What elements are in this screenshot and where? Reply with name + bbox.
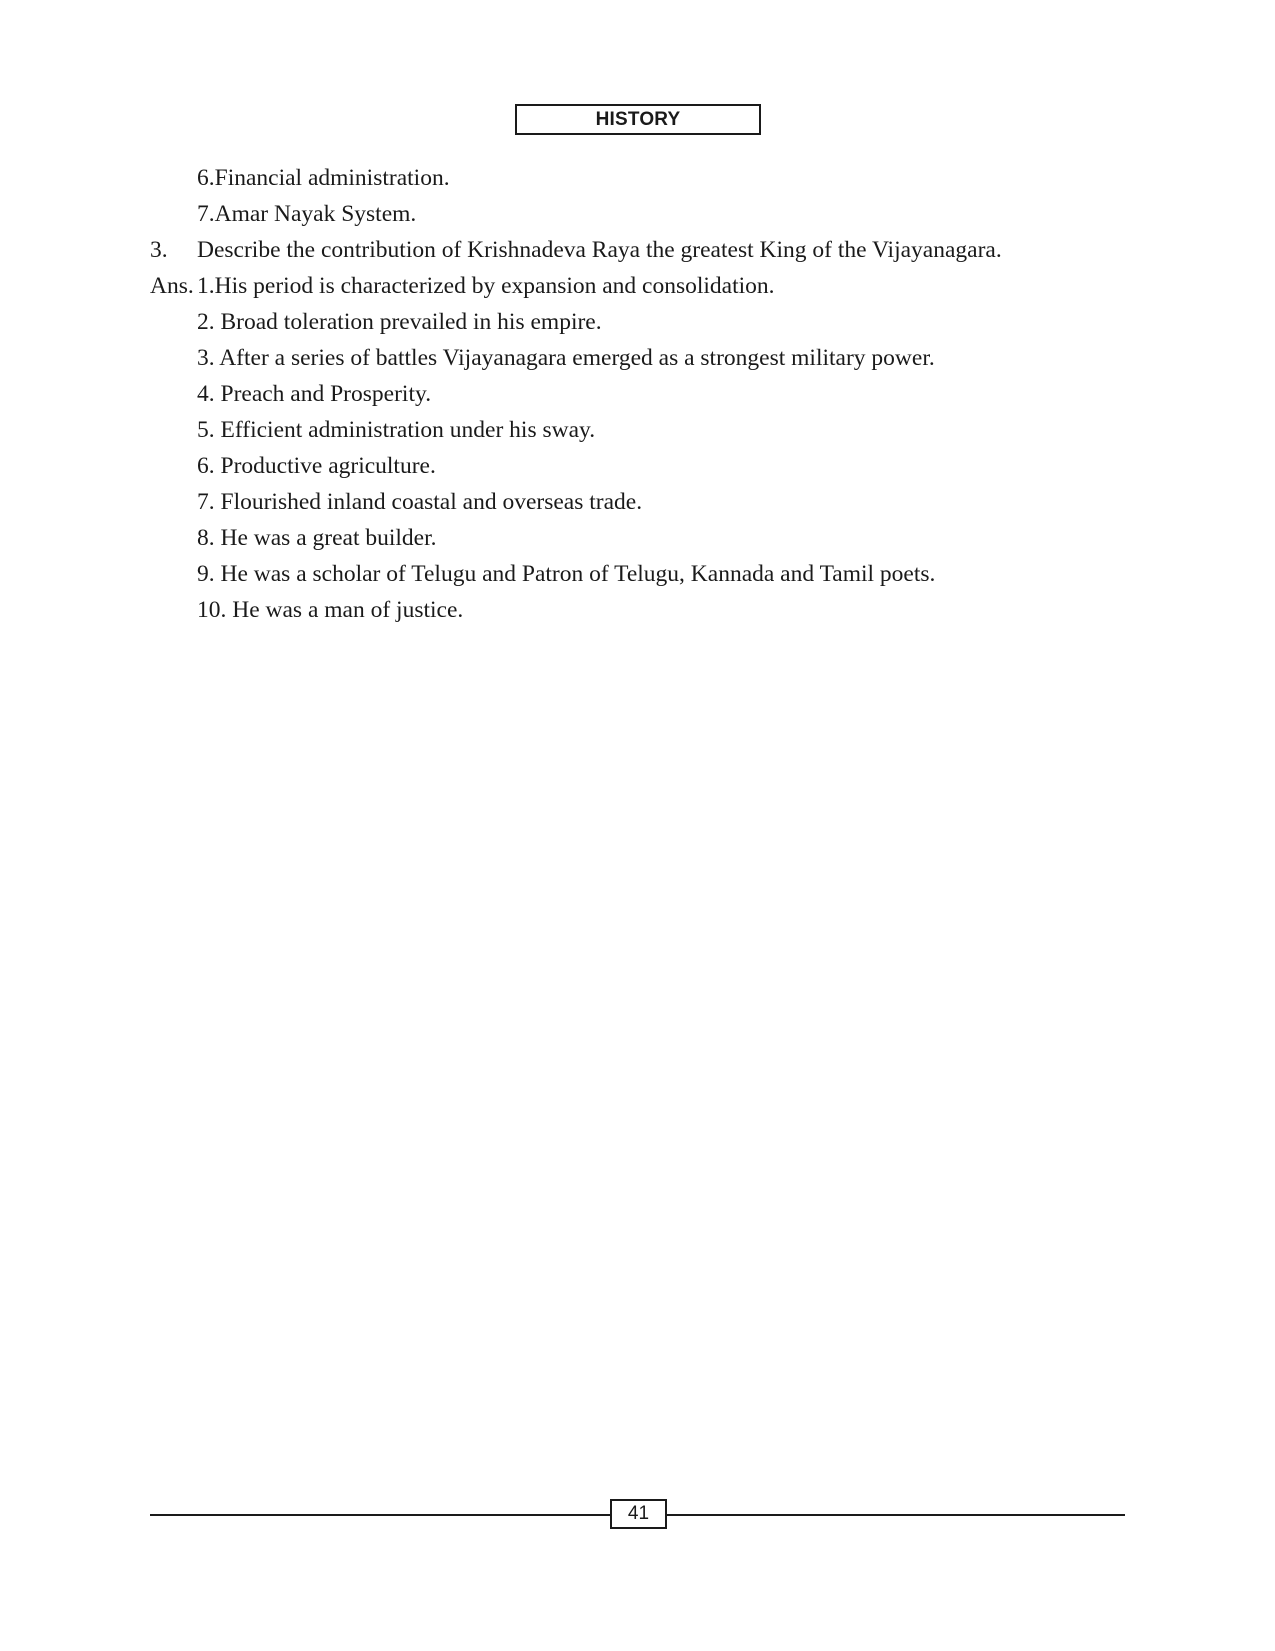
answer-label: Ans. <box>150 273 194 299</box>
answer-item-7: 7. Flourished inland coastal and overseas trade. <box>197 489 643 515</box>
prev-item-7: 7.Amar Nayak System. <box>197 201 417 227</box>
answer-item-3: 3. After a series of battles Vijayanagara emerged as a strongest military power. <box>197 345 935 371</box>
page-number-box <box>610 1499 667 1529</box>
answer-item-10: 10. He was a man of justice. <box>197 597 464 623</box>
question-text: Describe the contribution of Krishnadeva Raya the greatest King of the Vijayanagara. <box>197 237 1002 263</box>
answer-item-4: 4. Preach and Prosperity. <box>197 381 432 407</box>
answer-item-8: 8. He was a great builder. <box>197 525 437 551</box>
prev-item-6: 6.Financial administration. <box>197 165 450 191</box>
answer-item-6: 6. Productive agriculture. <box>197 453 436 479</box>
footer-rule-left <box>150 1514 610 1516</box>
question-number: 3. <box>150 237 168 263</box>
section-title: HISTORY <box>595 108 681 130</box>
section-header-box <box>515 104 761 135</box>
answer-item-5: 5. Efficient administration under his sway. <box>197 417 596 443</box>
answer-item-1: 1.His period is characterized by expansion and consolidation. <box>197 273 775 299</box>
answer-item-2: 2. Broad toleration prevailed in his empire. <box>197 309 602 335</box>
answer-item-9: 9. He was a scholar of Telugu and Patron of Telugu, Kannada and Tamil poets. <box>197 561 936 587</box>
footer-rule-right <box>667 1514 1125 1516</box>
page-number: 41 <box>627 1503 650 1524</box>
